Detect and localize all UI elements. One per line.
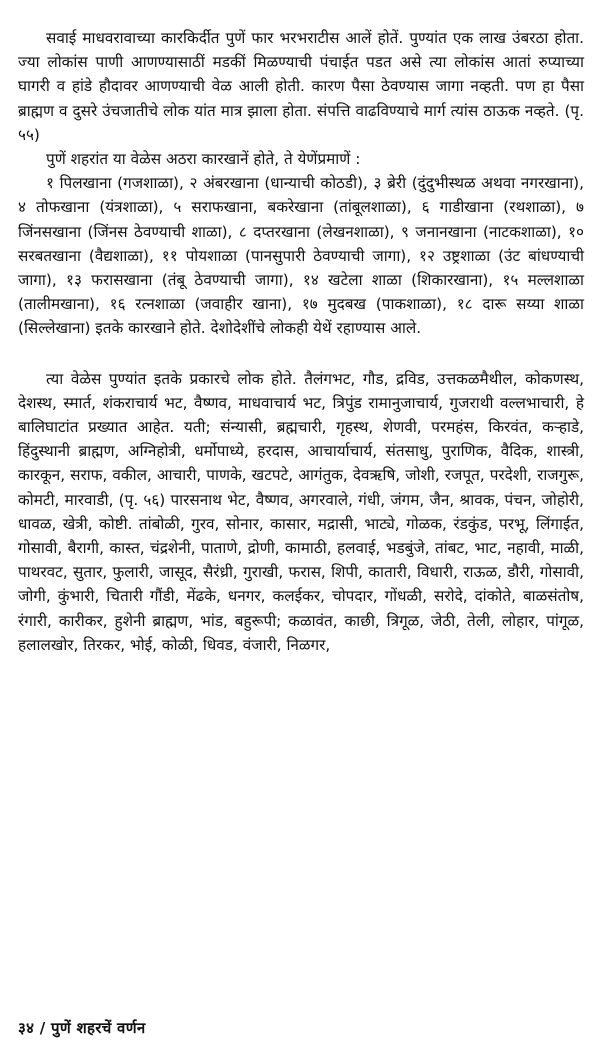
paragraph-workshops-list: १ पिलखाना (गजशाळा), २ अंबरखाना (धान्याची कोठडी), ३ ब्रेरी (दुंदुभीस्थळ अथवा नगरखाना), ४ तोफखाना (यंत्रशाळा), ५ सराफखाना, बकरेखाना (तांबूलशाळा), ६ गाडीखाना (रथशाळा), ७ जिंनसखाना (जिंनस ठेवण्याची शाळा), ८ दप्तरखाना (लेखनशाळा), ९ जनानखाना (नाटकशाळा), १० सरबतखाना (वैद्यशाळा), ११ पोयशाळा (पानसुपारी ठेवण्याची जागा), १२ उष्ट्रशाळा (उंट बांधण्याची जागा), १३ फरासखाना (तंबू ठेवण्याची जागा), १४ खटेला शाळा (शिकारखाना), १५ मल्लशाळा (तालीमखाना), १६ रत्नशाळा (जवाहीर खाना), १७ मुदबख (पाकशाळा), १८ दारू सय्या शाळा (सिल्लेखाना) इतके कारखाने होते. देशोदेशींचे लोकही येथें रहाण्यास आले.	[18, 174, 584, 338]
paragraph-prosperity: सवाई माधवरावाच्या कारकिर्दीत पुणें फार भरभराटीस आलें होतें. पुण्यांत एक लाख उंबरठा होता. ज्या लोकांस पाणी आणण्यासाठीं मडकीं मिळण्याची पंचाईत पडत असे त्या लोकांस आतां रुप्याच्या घागरी व हांडे हौदावर आणण्याची वेळ आली होती. कारण पैसा ठेवण्यास जागा नव्हती. पण हा पैसा ब्राह्मण व दुसरे उंचजातीचे लोक यांत मात्र झाला होता. संपत्ति वाढविण्याचे मार्ग त्यांस ठाऊक नव्हते. (पृ. ५५)	[18, 29, 584, 144]
paragraph-workshops-intro: पुणें शहरांत या वेळेस अठरा कारखानें होते, ते येणेंप्रमाणें :	[46, 150, 361, 169]
page-footer: ३४ / पुणें शहरचें वर्णन	[18, 1019, 146, 1037]
paragraph-gap	[18, 341, 584, 367]
paragraph-communities: त्या वेळेस पुण्यांत इतके प्रकारचे लोक होते. तैलंगभट, गौड, द्रविड, उत्तकळमैथील, कोकणस्थ, देशस्थ, स्मार्त, शंकराचार्य भट, वैष्णव, माधवाचार्य भट, त्रिपुंड रामानुजाचार्य, गुजराथी वल्लभाचारी, हे बालिघाटांत प्रख्यात आहेत. यती; संन्यासी, ब्रह्मचारी, गृहस्थ, शेणवी, परमहंस, किरवंत, कऱ्हाडे, हिंदुस्थानी ब्राह्मण, अग्निहोत्री, धर्मोपाध्ये, हरदास, आचार्याचार्य, संतसाधु, पुराणिक, वैदिक, शास्त्री, कारकून, सराफ, वकील, आचारी, पाणके, खटपटे, आगंतुक, देवऋषि, जोशी, रजपूत, परदेशी, राजगुरू, कोमटी, मारवाडी, (पृ. ५६) पारसनाथ भेट, वैष्णव, अगरवाले, गंधी, जंगम, जैन, श्रावक, पंचन, जोहोरी, धावळ, खेत्री, कोष्टी. तांबोळी, गुरव, सोनार, कासार, मद्रासी, भाट्ये, गोळक, रंडकुंड, परभू, लिंगाईत, गोसावी, बैरागी, कास्त, चंद्रशेनी, पाताणे, द्रोणी, कामाठी, हलवाई, भडबुंजे, तांबट, भाट, नहावी, माळी, पाथरवट, सुतार, फुलारी, जासूद, सैरंध्री, गुराखी, फरास, शिपी, कातारी, विधारी, राऊळ, डौरी, गोसावी, जोगी, कुंभारी, चितारी गौंडी, मेंढके, धनगर, कलईकर, चोपदार, गोंधळी, सरोदे, दांकोते, बाळसंतोष, रंगारी, कारीकर, हुशेनी ब्राह्मण, भांड, बहुरूपी; कळावंत, काछी, त्रिगूळ, जेठी, तेली, लोहार, पांगूळ, हलालखोर, तिरकर, भोई, कोळी, धिवड, वंजारी, निळगर,	[18, 369, 584, 654]
